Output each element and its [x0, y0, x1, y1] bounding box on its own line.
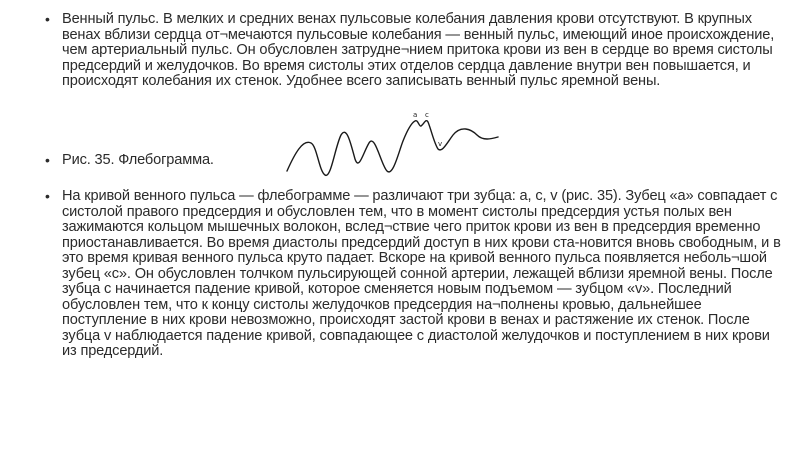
paragraph-text: Венный пульс. В мелких и средних венах пульсовые колебания давления крови отсутствуют. В крупных венах вблизи сердца от¬мечаются пульсовые колебания — венный пульс, имеющий иное происхождение, чем артериальный пульс. Он обусловлен затрудне¬нием притока крови из вен в сердце во время систолы предсердий и желудочков. Во время систолы этих отделов сердца давление внутри вен повышается, и происходят колебания их стенок. Удобнее всего записывать венный пульс яремной вены. — [62, 11, 775, 89]
wave-label-v: v — [438, 140, 443, 148]
bullet-marker: • — [45, 188, 50, 204]
phlebogram-figure — [285, 113, 500, 188]
caption-text: Рис. 35. Флебограмма. — [62, 152, 214, 168]
paragraph-text: На кривой венного пульса — флебограмме — различают три зубца: а, с, v (рис. 35). Зубец «а» совпадает с систолой правого предсердия и обусловлен тем, что в момент систолы предсердия устья полых вен зажимаются кольцом мышечных волокон, вслед¬ствие чего приток крови из вен в предсердия временно приостанавливается. Во время диастолы предсердий доступ в них крови ста-новится вновь свободным, и в это время кривая венного пульса круто падает. Вскоре на кривой венного пульса появляется неболь¬шой зубец «с». Он обусловлен толчком пульсирующей сонной артерии, лежащей вблизи яремной вены. После зубца с начинается падение кривой, которое сменяется новым подъемом — зубцом «v». Последний обусловлен тем, что к концу систолы желудочков предсердия на¬полнены кровью, дальнейшее поступление в них крови невозможно, происходят застой крови в венах и растяжение их стенок. После зубца v наблюдается падение кривой, совпадающее с диастолой желудочков и поступлением в них крови из предсердий. — [62, 188, 781, 359]
paragraph-venous-pulse — [45, 11, 782, 90]
figure-caption — [45, 152, 782, 169]
paragraph-phlebogram-waves — [45, 188, 782, 360]
bullet-marker: • — [45, 152, 50, 168]
bullet-marker: • — [45, 11, 50, 27]
phlebogram-svg — [285, 113, 500, 188]
wave-label-a: a — [413, 113, 418, 119]
wave-label-c: c — [425, 113, 429, 119]
